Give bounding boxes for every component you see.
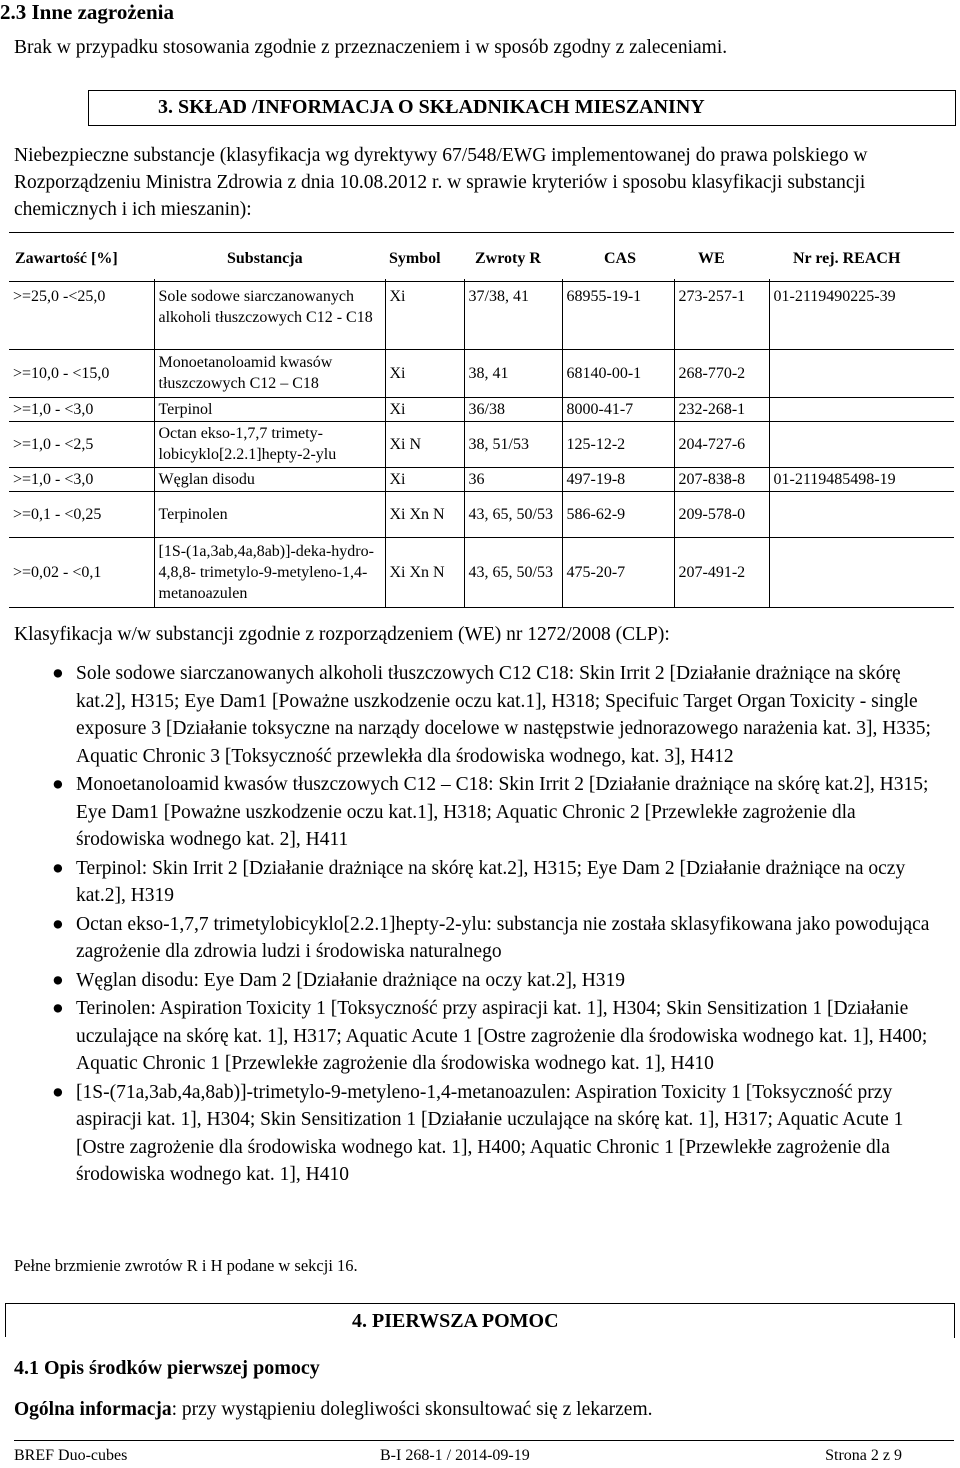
cell-content: >=1,0 - <3,0	[9, 397, 154, 421]
section-4-header-box	[5, 1303, 955, 1338]
header-reach: Nr rej. REACH	[793, 250, 901, 267]
cell-cas: 586-62-9	[562, 491, 674, 537]
cell-r-phrases: 36/38	[464, 397, 562, 421]
cell-cas: 8000-41-7	[562, 397, 674, 421]
bullet-icon: ●	[52, 998, 64, 1019]
table-header	[9, 232, 954, 282]
list-item	[0, 855, 935, 910]
cell-reach	[769, 491, 954, 537]
header-content: Zawartość [%]	[15, 250, 118, 267]
cell-substance: Terpinol	[154, 397, 385, 421]
cell-substance: Sole sodowe siarczanowanych alkoholi tłuszczowych C12 - C18	[154, 279, 385, 349]
list-item-text: [1S-(71a,3ab,4a,8ab)]-trimetylo-9-metyleno-1,4-metanoazulen: Aspiration Toxicity 1 [Toksyczność przy aspiracji kat. 1], H304; Skin Sensitization 1 [Działanie uczulające na skórę kat. 1], H317; Aquatic Acute 1 [Ostre zagrożenie dla środowiska wodnego kat. 1], H400; Aquatic Chronic 1 [Przewlekłe zagrożenie dla środowiska wodnego kat. 1], H410	[76, 1081, 904, 1185]
cell-content: >=0,02 - <0,1	[9, 537, 154, 607]
cell-symbol: Xi	[385, 349, 464, 397]
section-4-box-left-border	[5, 1303, 6, 1337]
cell-content: >=10,0 - <15,0	[9, 349, 154, 397]
cell-r-phrases: 43, 65, 50/53	[464, 537, 562, 607]
general-information-text: : przy wystąpieniu dolegliwości skonsultować się z lekarzem.	[171, 1399, 653, 1420]
cell-r-phrases: 38, 51/53	[464, 421, 562, 467]
section-3-intro: Niebezpieczne substancje (klasyfikacja wg dyrektywy 67/548/EWG implementowanej do prawa polskiego w Rozporządzeniu Ministra Zdrowia z dnia 10.08.2012 r. w sprawie kryteriów i sposobu klasyfikacji substancji chemicznych i ich mieszanin):	[14, 145, 868, 220]
cell-content: >=25,0 -<25,0	[9, 279, 154, 349]
table-row	[9, 279, 954, 349]
list-item-text: Terinolen: Aspiration Toxicity 1 [Toksyczność przy aspiracji kat. 1], H304; Skin Sensitization 1 [Działanie uczulające na skórę kat. 1], H317; Aquatic Acute 1 [Ostre zagrożenie dla środowiska wodnego kat. 1], H400; Aquatic Chronic 1 [Przewlekłe zagrożenie dla środowiska wodnego kat. 1], H410	[76, 998, 928, 1074]
bullet-icon: ●	[52, 1081, 64, 1103]
section-3-header-box	[88, 90, 956, 126]
footer-page-number: Strona 2 z 9	[825, 1447, 902, 1464]
header-substance: Substancja	[227, 250, 303, 267]
header-r-phrases: Zwroty R	[475, 250, 541, 267]
bullet-icon: ●	[52, 663, 64, 684]
list-item-text: Monoetanoloamid kwasów tłuszczowych C12 – C18: Skin Irrit 2 [Działanie drażniące na skórę kat.2], H315; Eye Dam1 [Poważne uszkodzenie oczu kat.1], H318; Aquatic Chronic 2 [Przewlekłe zagrożenie dla środowiska wodnego kat. 2], H411	[76, 774, 929, 850]
cell-reach	[769, 397, 954, 421]
cell-we: 268-770-2	[674, 349, 769, 397]
table-row	[9, 397, 954, 421]
clp-bullet-list	[0, 660, 935, 1190]
cell-we: 204-727-6	[674, 421, 769, 467]
cell-r-phrases: 38, 41	[464, 349, 562, 397]
list-item-text: Sole sodowe siarczanowanych alkoholi tłuszczowych C12 C18: Skin Irrit 2 [Działanie drażniące na skórę kat.2], H315; Eye Dam1 [Poważne uszkodzenie oczu kat.1], H318; Specifuic Target Organ Toxicity - single exposure 3 [Działanie toksyczne na narządy docelowe w następstwie jednorazowego narażenia kat. 3], H335; Aquatic Chronic 3 [Toksyczność przewlekła dla środowiska wodnego, kat. 3], H412	[76, 663, 931, 767]
cell-reach	[769, 421, 954, 467]
cell-symbol: Xi Xn N	[385, 537, 464, 607]
list-item	[0, 995, 935, 1078]
list-item	[0, 967, 935, 995]
list-item-text: Octan ekso-1,7,7 trimetylobicyklo[2.2.1]hepty-2-ylu: substancja nie została sklasyfikowana jako powodująca zagrożenie dla zdrowia ludzi i środowiska naturalnego	[76, 913, 930, 962]
cell-r-phrases: 43, 65, 50/53	[464, 491, 562, 537]
cell-we: 273-257-1	[674, 279, 769, 349]
section-4-title: 4. PIERWSZA POMOC	[352, 1310, 559, 1332]
section-4-1-title: 4.1 Opis środków pierwszej pomocy	[14, 1357, 320, 1379]
cell-symbol: Xi	[385, 467, 464, 491]
section-2-3-title: 2.3 Inne zagrożenia	[0, 0, 175, 24]
cell-reach: 01-2119490225-39	[769, 279, 954, 349]
cell-r-phrases: 36	[464, 467, 562, 491]
footer-divider	[14, 1440, 954, 1441]
cell-symbol: Xi	[385, 397, 464, 421]
table-row	[9, 491, 954, 537]
table-row	[9, 537, 954, 607]
r-h-note: Pełne brzmienie zwrotów R i H podane w sekcji 16.	[14, 1256, 358, 1275]
cell-substance: Octan ekso-1,7,7 trimety-lobicyklo[2.2.1]hepty-2-ylu	[154, 421, 385, 467]
header-symbol: Symbol	[389, 250, 441, 267]
bullet-icon: ●	[52, 969, 64, 991]
cell-content: >=1,0 - <2,5	[9, 421, 154, 467]
cell-substance: [1S-(1a,3ab,4a,8ab)]-deka-hydro-4,8,8- trimetylo-9-metyleno-1,4-metanoazulen	[154, 537, 385, 607]
cell-cas: 475-20-7	[562, 537, 674, 607]
cell-cas: 68955-19-1	[562, 279, 674, 349]
footer-center: B-I 268-1 / 2014-09-19	[380, 1447, 530, 1464]
cell-we: 232-268-1	[674, 397, 769, 421]
cell-content: >=0,1 - <0,25	[9, 491, 154, 537]
cell-symbol: Xi N	[385, 421, 464, 467]
list-item	[0, 660, 935, 770]
cell-cas: 125-12-2	[562, 421, 674, 467]
list-item	[0, 771, 935, 854]
cell-cas: 68140-00-1	[562, 349, 674, 397]
table-row	[9, 467, 954, 491]
bullet-icon: ●	[52, 774, 64, 795]
cell-cas: 497-19-8	[562, 467, 674, 491]
header-we: WE	[698, 250, 725, 267]
cell-substance: Terpinolen	[154, 491, 385, 537]
cell-content: >=1,0 - <3,0	[9, 467, 154, 491]
table-row	[9, 349, 954, 397]
cell-substance: Węglan disodu	[154, 467, 385, 491]
cell-symbol: Xi Xn N	[385, 491, 464, 537]
header-cas: CAS	[604, 250, 637, 267]
cell-we: 207-838-8	[674, 467, 769, 491]
table-row	[9, 421, 954, 467]
cell-we: 209-578-0	[674, 491, 769, 537]
cell-r-phrases: 37/38, 41	[464, 279, 562, 349]
list-item	[0, 1079, 935, 1189]
bullet-icon: ●	[52, 857, 64, 879]
section-2-3-text: Brak w przypadku stosowania zgodnie z przeznaczeniem i w sposób zgodny z zaleceniami.	[14, 37, 728, 58]
footer-left: BREF Duo-cubes	[14, 1447, 128, 1464]
section-3-title: 3. SKŁAD /INFORMACJA O SKŁADNIKACH MIESZANINY	[158, 96, 705, 118]
cell-reach: 01-2119485498-19	[769, 467, 954, 491]
bullet-icon: ●	[52, 913, 64, 935]
general-information-label: Ogólna informacja	[14, 1399, 172, 1420]
cell-reach	[769, 537, 954, 607]
list-item	[0, 911, 935, 966]
cell-symbol: Xi	[385, 279, 464, 349]
cell-substance: Monoetanoloamid kwasów tłuszczowych C12 – C18	[154, 349, 385, 397]
clp-intro: Klasyfikacja w/w substancji zgodnie z rozporządzeniem (WE) nr 1272/2008 (CLP):	[14, 624, 670, 645]
list-item-text: Terpinol: Skin Irrit 2 [Działanie drażniące na skórę kat.2], H315; Eye Dam 2 [Działanie drażniące na oczy kat.2], H319	[76, 857, 906, 906]
general-information	[14, 1396, 652, 1423]
composition-table	[9, 279, 954, 608]
list-item-text: Węglan disodu: Eye Dam 2 [Działanie drażniące na oczy kat.2], H319	[76, 969, 626, 991]
cell-reach	[769, 349, 954, 397]
cell-we: 207-491-2	[674, 537, 769, 607]
